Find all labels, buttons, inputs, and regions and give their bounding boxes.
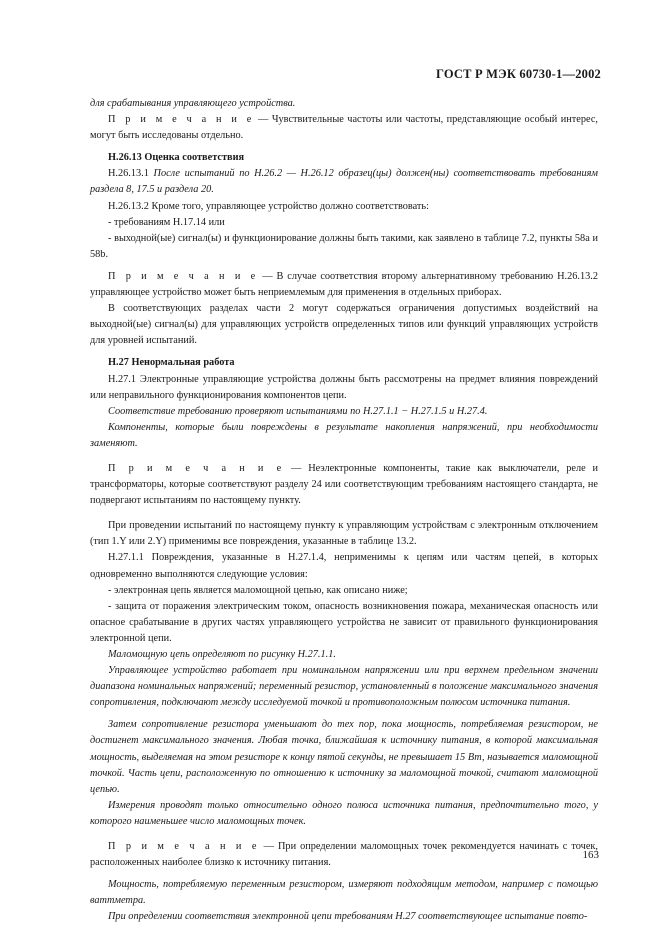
note xyxy=(90,461,598,509)
note xyxy=(90,269,598,301)
note-text: — Неэлектронные компоненты, такие как выключатели, реле и трансформаторы, которые соответствуют разделу 24 или соответствующим требованиям настоящего стандарта, не подвергают испытаниям по настоящему пункту. xyxy=(90,462,598,507)
note-text: — При определении маломощных точек рекомендуется начинать с точек, расположенных наиболее близко к источнику питания. xyxy=(90,841,598,869)
note xyxy=(90,839,598,871)
paragraph xyxy=(90,166,598,198)
paragraph: Маломощную цепь определяют по рисунку Н.27.1.1. xyxy=(108,649,336,660)
paragraph: При определении соответствия электронной цепи требованиям Н.27 соответствующее испытание повто- xyxy=(108,911,588,923)
paragraph: Н.27.1.1 Повреждения, указанные в Н.27.1.4, неприменимы к цепям или частям цепей, в которых одновременно выполняются следующие условия: xyxy=(90,552,598,580)
page-content xyxy=(90,96,598,926)
paragraph: Соответствие требованию проверяют испытаниями по Н.27.1.1 − Н.27.1.5 и Н.27.4. xyxy=(108,405,488,417)
clause-text: После испытаний по Н.26.2 — Н.26.12 образец(цы) должен(ны) соответствовать требованиям раздела 8, 17.5 и раздела 20. xyxy=(90,168,598,196)
note-label: П р и м е ч а н и е xyxy=(108,462,285,474)
paragraph: Управляющее устройство работает при номинальном напряжении или при верхнем предельном значении диапазона номинальных напряжений; переменный резистор, установленный в положение максимального значения сопротивления, подключают между исследуемой точкой и противоположным полюсом источника питания. xyxy=(90,665,598,709)
paragraph: для срабатывания управляющего устройства. xyxy=(90,98,296,109)
paragraph: Н.26.13.2 Кроме того, управляющее устройство должно соответствовать: xyxy=(108,200,429,212)
paragraph: Мощность, потребляемую переменным резистором, измеряют подходящим методом, например с помощью ваттметра. xyxy=(90,879,598,907)
page-number: 163 xyxy=(582,849,599,861)
section-heading: Н.26.13 Оценка соответствия xyxy=(108,152,245,164)
list-item: - защита от поражения электрическим током, опасность возникновения пожара, механическая опасность или опасное срабатывание в других частях управляющего устройства не зависит от правильного функционирования электронной цепи. xyxy=(90,600,598,644)
paragraph: Измерения проводят только относительно одного полюса источника питания, предпочтительно того, у которого наименьшее число маломощных точек. xyxy=(90,799,598,827)
note-text: — В случае соответствия второму альтернативному требованию Н.26.13.2 управляющее устройство может быть неприемлемым для применения в отдельных приборах. xyxy=(90,270,598,299)
paragraph: Затем сопротивление резистора уменьшают до тех пор, пока мощность, потребляемая резистором, не достигнет максимального значения. Любая точка, ближайшая к источнику питания, в которой максимальная мощность, выделяемая на этом резисторе к концу пятой секунды, не превышает 15 Вт, называется маломощной точкой. Часть цепи, расположенную по отношению к источнику за маломощной точкой, считают маломощной цепью. xyxy=(90,719,598,795)
paragraph: При проведении испытаний по настоящему пункту к управляющим устройствам с электронным отключением (тип 1.Y или 2.Y) применимы все повреждения, указанные в таблице 13.2. xyxy=(90,520,598,548)
note xyxy=(90,112,598,144)
note-label: П р и м е ч а н и е xyxy=(108,270,259,282)
clause-number: Н.26.13.1 xyxy=(108,168,154,180)
paragraph: Н.27.1 Электронные управляющие устройства должны быть рассмотрены на предмет влияния повреждений или неправильного функционирования компонентов цепи. xyxy=(90,373,598,401)
section-heading: Н.27 Ненормальная работа xyxy=(108,357,235,369)
list-item: - требованиям Н.17.14 или xyxy=(108,216,225,228)
list-item: - электронная цепь является маломощной цепью, как описано ниже; xyxy=(108,584,408,596)
list-item: - выходной(ые) сигнал(ы) и функционирование должны быть такими, как заявлено в таблице 7.2, пункты 58а и 58b. xyxy=(90,232,598,260)
note-text: — Чувствительные частоты или частоты, представляющие особый интерес, могут быть исследованы отдельно. xyxy=(90,114,598,142)
paragraph: В соответствующих разделах части 2 могут содержаться ограничения допустимых воздействий на выходной(ые) сигнал(ы) для управляющих устройств определенных типов или функций управляющих устройств для уровней испытаний. xyxy=(90,303,598,347)
note-label: П р и м е ч а н и е xyxy=(108,841,260,853)
document-header: ГОСТ Р МЭК 60730-1—2002 xyxy=(436,67,601,81)
note-label: П р и м е ч а н и е xyxy=(108,114,255,126)
paragraph: Компоненты, которые были повреждены в результате накопления напряжений, при необходимости заменяют. xyxy=(90,421,598,449)
